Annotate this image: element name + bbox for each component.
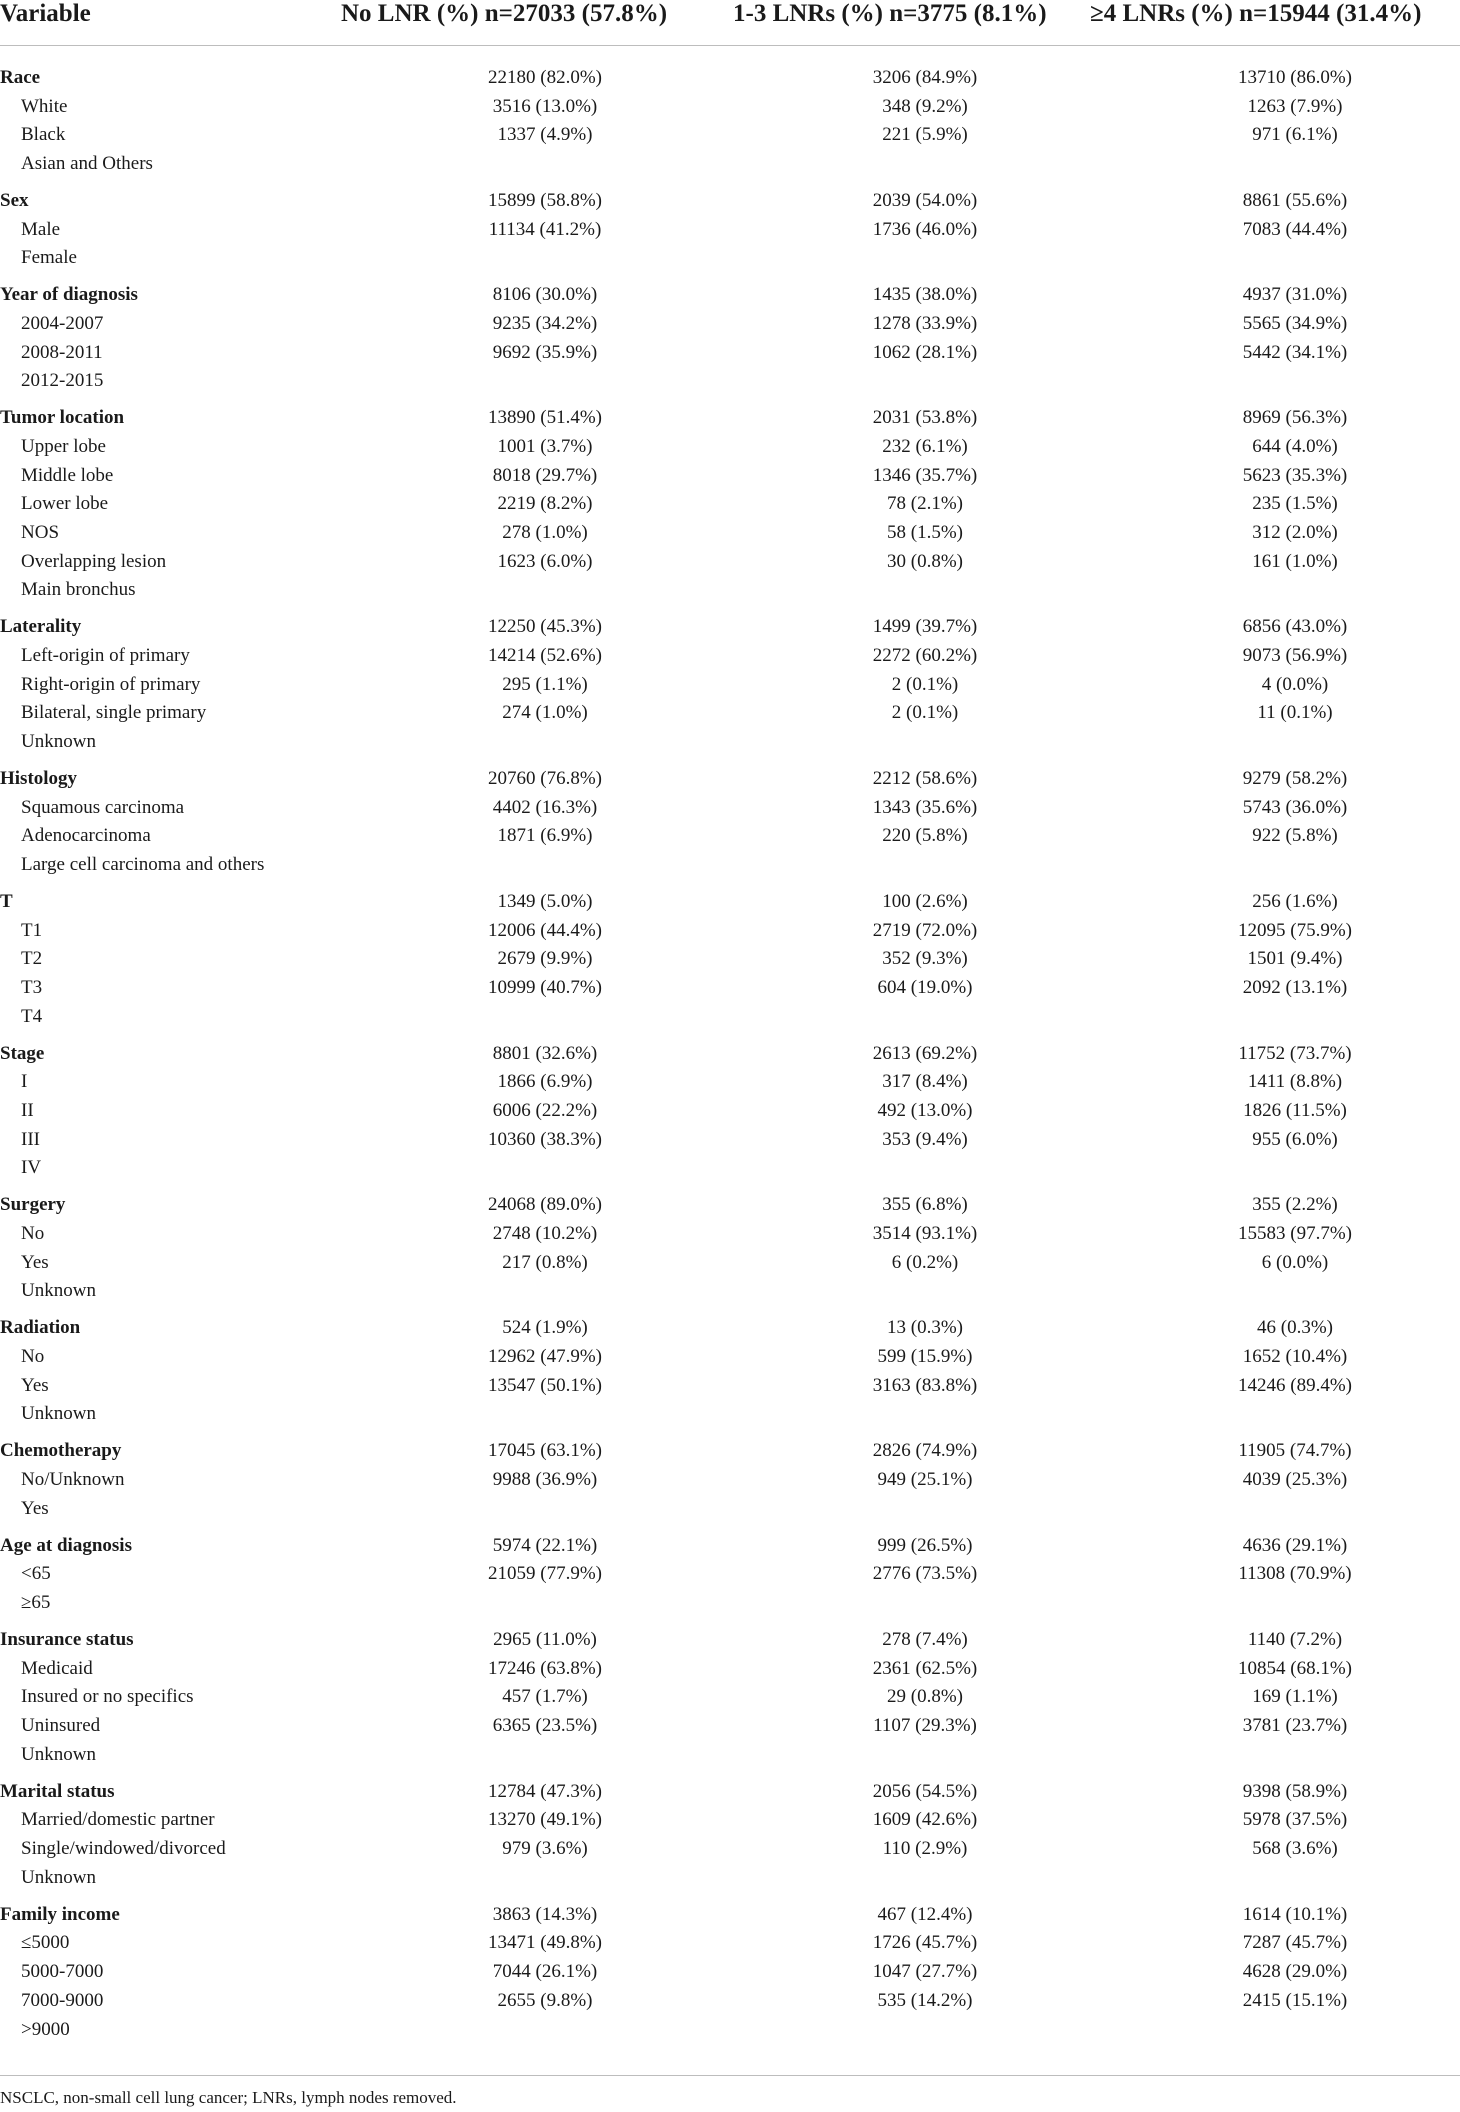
cell-4plus-lnrs: 11 (0.1%) xyxy=(1257,702,1333,723)
cell-4plus-lnrs: 169 (1.1%) xyxy=(1252,1686,1338,1707)
cell-4plus-lnrs: 5442 (34.1%) xyxy=(1242,342,1348,363)
row-label: White xyxy=(21,96,68,117)
cell-1-3-lnrs: 110 (2.9%) xyxy=(882,1838,968,1859)
cell-4plus-lnrs xyxy=(1170,1866,1420,1890)
cell-no-lnr: 12006 (44.4%) xyxy=(488,920,602,941)
cell-1-3-lnrs: 467 (12.4%) xyxy=(877,1904,973,1925)
cell-4plus-lnrs: 971 (6.1%) xyxy=(1252,124,1338,145)
cell-4plus-lnrs: 6 (0.0%) xyxy=(1261,1252,1329,1273)
group-title: Tumor location xyxy=(0,407,125,428)
cell-4plus-lnrs: 46 (0.3%) xyxy=(1257,1317,1333,1338)
cell-no-lnr: 14214 (52.6%) xyxy=(488,645,602,666)
cell-1-3-lnrs: 355 (6.8%) xyxy=(882,1194,968,1215)
row-label: T4 xyxy=(21,1006,43,1027)
cell-no-lnr xyxy=(420,1866,670,1890)
cell-4plus-lnrs: 355 (2.2%) xyxy=(1252,1194,1338,1215)
cell-1-3-lnrs: 1062 (28.1%) xyxy=(872,342,978,363)
row-label: ≥65 xyxy=(21,1592,51,1613)
cell-no-lnr: 10360 (38.3%) xyxy=(488,1129,602,1150)
cell-4plus-lnrs xyxy=(1170,152,1420,176)
cell-1-3-lnrs: 3514 (93.1%) xyxy=(872,1223,978,1244)
cell-no-lnr: 8801 (32.6%) xyxy=(492,1043,598,1064)
cell-4plus-lnrs: 3781 (23.7%) xyxy=(1242,1715,1348,1736)
cell-4plus-lnrs xyxy=(1170,246,1420,270)
row-label: T3 xyxy=(21,977,43,998)
cell-4plus-lnrs: 13710 (86.0%) xyxy=(1238,67,1352,88)
cell-no-lnr: 24068 (89.0%) xyxy=(488,1194,602,1215)
cell-no-lnr xyxy=(420,1156,670,1180)
row-label: Insured or no specifics xyxy=(21,1686,194,1707)
cell-1-3-lnrs xyxy=(800,246,1050,270)
cell-4plus-lnrs xyxy=(1170,2018,1420,2042)
cell-1-3-lnrs xyxy=(800,1005,1050,1029)
group-title: Age at diagnosis xyxy=(0,1535,132,1556)
header-1-3-lnrs: 1-3 LNRs (%) n=3775 (8.1%) xyxy=(733,0,1047,27)
group-title: Year of diagnosis xyxy=(0,284,138,305)
cell-no-lnr: 524 (1.9%) xyxy=(502,1317,588,1338)
header-rule xyxy=(0,45,1460,46)
row-label: NOS xyxy=(21,522,60,543)
cell-4plus-lnrs: 644 (4.0%) xyxy=(1252,436,1338,457)
row-label: IV xyxy=(21,1157,42,1178)
cell-1-3-lnrs xyxy=(800,2018,1050,2042)
group-title: Insurance status xyxy=(0,1629,134,1650)
cell-no-lnr: 1866 (6.9%) xyxy=(497,1071,593,1092)
cell-4plus-lnrs: 11905 (74.7%) xyxy=(1238,1440,1352,1461)
group-title: Sex xyxy=(0,190,29,211)
group-title: Surgery xyxy=(0,1194,66,1215)
cell-no-lnr: 3516 (13.0%) xyxy=(492,96,598,117)
cell-4plus-lnrs: 8969 (56.3%) xyxy=(1242,407,1348,428)
cell-no-lnr: 22180 (82.0%) xyxy=(488,67,602,88)
cell-no-lnr xyxy=(420,2018,670,2042)
row-label: Unknown xyxy=(21,1403,96,1424)
cell-4plus-lnrs xyxy=(1170,1402,1420,1426)
cell-4plus-lnrs: 2415 (15.1%) xyxy=(1242,1990,1348,2011)
cell-no-lnr: 17045 (63.1%) xyxy=(488,1440,602,1461)
row-label: Uninsured xyxy=(21,1715,101,1736)
cell-4plus-lnrs: 5978 (37.5%) xyxy=(1242,1809,1348,1830)
cell-1-3-lnrs: 3206 (84.9%) xyxy=(872,67,978,88)
cell-4plus-lnrs: 568 (3.6%) xyxy=(1252,1838,1338,1859)
cell-1-3-lnrs xyxy=(800,1743,1050,1767)
cell-1-3-lnrs: 2212 (58.6%) xyxy=(872,768,978,789)
cell-1-3-lnrs: 2826 (74.9%) xyxy=(872,1440,978,1461)
cell-1-3-lnrs: 535 (14.2%) xyxy=(877,1990,973,2011)
cell-no-lnr xyxy=(420,1591,670,1615)
cell-4plus-lnrs: 4636 (29.1%) xyxy=(1242,1535,1348,1556)
group-title: Laterality xyxy=(0,616,82,637)
row-label: Left-origin of primary xyxy=(21,645,190,666)
row-label: 2008-2011 xyxy=(21,342,103,363)
cell-no-lnr xyxy=(420,1402,670,1426)
cell-no-lnr: 9988 (36.9%) xyxy=(492,1469,598,1490)
cell-1-3-lnrs xyxy=(800,1156,1050,1180)
cell-1-3-lnrs: 1343 (35.6%) xyxy=(872,797,978,818)
cell-1-3-lnrs xyxy=(800,1279,1050,1303)
group-title: Radiation xyxy=(0,1317,81,1338)
cell-4plus-lnrs: 256 (1.6%) xyxy=(1252,891,1338,912)
cell-no-lnr: 21059 (77.9%) xyxy=(488,1563,602,1584)
cell-1-3-lnrs xyxy=(800,152,1050,176)
cell-4plus-lnrs xyxy=(1170,730,1420,754)
cell-no-lnr: 2655 (9.8%) xyxy=(497,1990,593,2011)
row-label: Yes xyxy=(21,1375,49,1396)
cell-4plus-lnrs: 9398 (58.9%) xyxy=(1242,1781,1348,1802)
row-label: Unknown xyxy=(21,1280,96,1301)
cell-1-3-lnrs: 100 (2.6%) xyxy=(882,891,968,912)
cell-4plus-lnrs: 1652 (10.4%) xyxy=(1242,1346,1348,1367)
row-label: Middle lobe xyxy=(21,465,114,486)
cell-1-3-lnrs: 2272 (60.2%) xyxy=(872,645,978,666)
cell-4plus-lnrs: 4039 (25.3%) xyxy=(1242,1469,1348,1490)
row-label: Unknown xyxy=(21,1744,96,1765)
row-label: Bilateral, single primary xyxy=(21,702,207,723)
cell-4plus-lnrs xyxy=(1170,1005,1420,1029)
header-4plus-lnrs: ≥4 LNRs (%) n=15944 (31.4%) xyxy=(1090,0,1422,27)
footnote: NSCLC, non-small cell lung cancer; LNRs, lymph nodes removed. xyxy=(0,2088,457,2107)
cell-1-3-lnrs: 2031 (53.8%) xyxy=(872,407,978,428)
cell-4plus-lnrs: 5743 (36.0%) xyxy=(1242,797,1348,818)
cell-1-3-lnrs: 2 (0.1%) xyxy=(891,674,959,695)
group-title: T xyxy=(0,891,13,912)
cell-1-3-lnrs: 353 (9.4%) xyxy=(882,1129,968,1150)
cell-no-lnr: 217 (0.8%) xyxy=(502,1252,588,1273)
row-label: II xyxy=(21,1100,34,1121)
row-label: No xyxy=(21,1346,45,1367)
cell-no-lnr: 13270 (49.1%) xyxy=(488,1809,602,1830)
cell-4plus-lnrs xyxy=(1170,369,1420,393)
cell-4plus-lnrs xyxy=(1170,853,1420,877)
cell-1-3-lnrs: 1047 (27.7%) xyxy=(872,1961,978,1982)
cell-no-lnr: 10999 (40.7%) xyxy=(488,977,602,998)
cell-1-3-lnrs: 352 (9.3%) xyxy=(882,948,968,969)
cell-no-lnr: 9692 (35.9%) xyxy=(492,342,598,363)
cell-4plus-lnrs: 1411 (8.8%) xyxy=(1247,1071,1343,1092)
cell-no-lnr: 295 (1.1%) xyxy=(502,674,588,695)
cell-1-3-lnrs xyxy=(800,1497,1050,1521)
cell-4plus-lnrs: 4628 (29.0%) xyxy=(1242,1961,1348,1982)
cell-1-3-lnrs xyxy=(800,730,1050,754)
cell-1-3-lnrs: 1435 (38.0%) xyxy=(872,284,978,305)
row-label: I xyxy=(21,1071,28,1092)
cell-1-3-lnrs: 492 (13.0%) xyxy=(877,1100,973,1121)
cell-no-lnr xyxy=(420,730,670,754)
cell-no-lnr xyxy=(420,853,670,877)
cell-1-3-lnrs: 1346 (35.7%) xyxy=(872,465,978,486)
cell-no-lnr: 8106 (30.0%) xyxy=(492,284,598,305)
cell-4plus-lnrs: 9073 (56.9%) xyxy=(1242,645,1348,666)
cell-4plus-lnrs: 955 (6.0%) xyxy=(1252,1129,1338,1150)
row-label: 2004-2007 xyxy=(21,313,104,334)
row-label: 5000-7000 xyxy=(21,1961,104,1982)
cell-1-3-lnrs: 78 (2.1%) xyxy=(887,493,963,514)
cell-4plus-lnrs: 5623 (35.3%) xyxy=(1242,465,1348,486)
row-label: Main bronchus xyxy=(21,579,136,600)
group-title: Stage xyxy=(0,1043,45,1064)
cell-no-lnr: 11134 (41.2%) xyxy=(488,219,602,240)
cell-4plus-lnrs: 14246 (89.4%) xyxy=(1238,1375,1352,1396)
row-label: T1 xyxy=(21,920,43,941)
cell-no-lnr: 5974 (22.1%) xyxy=(492,1535,598,1556)
cell-1-3-lnrs: 2719 (72.0%) xyxy=(872,920,978,941)
cell-1-3-lnrs: 1278 (33.9%) xyxy=(872,313,978,334)
cell-1-3-lnrs: 58 (1.5%) xyxy=(887,522,963,543)
cell-1-3-lnrs: 317 (8.4%) xyxy=(882,1071,968,1092)
cell-1-3-lnrs: 2776 (73.5%) xyxy=(872,1563,978,1584)
cell-4plus-lnrs: 1140 (7.2%) xyxy=(1247,1629,1343,1650)
cell-4plus-lnrs: 4 (0.0%) xyxy=(1261,674,1329,695)
row-label: Black xyxy=(21,124,66,145)
row-label: Male xyxy=(21,219,61,240)
cell-no-lnr: 12962 (47.9%) xyxy=(488,1346,602,1367)
cell-1-3-lnrs: 949 (25.1%) xyxy=(877,1469,973,1490)
cell-4plus-lnrs: 7083 (44.4%) xyxy=(1242,219,1348,240)
row-label: Medicaid xyxy=(21,1658,93,1679)
row-label: Single/windowed/divorced xyxy=(21,1838,226,1859)
cell-4plus-lnrs: 15583 (97.7%) xyxy=(1238,1223,1352,1244)
row-label: Unknown xyxy=(21,731,96,752)
cell-no-lnr: 2965 (11.0%) xyxy=(493,1629,597,1650)
cell-no-lnr: 274 (1.0%) xyxy=(502,702,588,723)
cell-1-3-lnrs: 1107 (29.3%) xyxy=(873,1715,977,1736)
row-label: Squamous carcinoma xyxy=(21,797,185,818)
cell-4plus-lnrs xyxy=(1170,1743,1420,1767)
cell-no-lnr: 4402 (16.3%) xyxy=(492,797,598,818)
group-title: Marital status xyxy=(0,1781,115,1802)
group-title: Histology xyxy=(0,768,78,789)
cell-1-3-lnrs: 999 (26.5%) xyxy=(877,1535,973,1556)
cell-4plus-lnrs xyxy=(1170,1591,1420,1615)
cell-4plus-lnrs: 12095 (75.9%) xyxy=(1238,920,1352,941)
cell-1-3-lnrs: 348 (9.2%) xyxy=(882,96,968,117)
cell-no-lnr xyxy=(420,152,670,176)
cell-1-3-lnrs: 2613 (69.2%) xyxy=(872,1043,978,1064)
cell-4plus-lnrs: 1263 (7.9%) xyxy=(1247,96,1343,117)
cell-1-3-lnrs: 29 (0.8%) xyxy=(887,1686,963,1707)
cell-no-lnr: 3863 (14.3%) xyxy=(492,1904,598,1925)
cell-1-3-lnrs: 278 (7.4%) xyxy=(882,1629,968,1650)
cell-1-3-lnrs: 220 (5.8%) xyxy=(882,825,968,846)
cell-4plus-lnrs: 235 (1.5%) xyxy=(1252,493,1338,514)
cell-no-lnr: 2679 (9.9%) xyxy=(497,948,593,969)
cell-4plus-lnrs: 1501 (9.4%) xyxy=(1247,948,1343,969)
header-no-lnr: No LNR (%) n=27033 (57.8%) xyxy=(341,0,668,27)
cell-1-3-lnrs xyxy=(800,1402,1050,1426)
cell-4plus-lnrs xyxy=(1170,1156,1420,1180)
cell-no-lnr: 2219 (8.2%) xyxy=(497,493,593,514)
header-variable: Variable xyxy=(0,0,91,27)
cell-1-3-lnrs: 1609 (42.6%) xyxy=(872,1809,978,1830)
cell-no-lnr: 13547 (50.1%) xyxy=(488,1375,602,1396)
cell-no-lnr xyxy=(420,246,670,270)
cell-1-3-lnrs: 1499 (39.7%) xyxy=(872,616,978,637)
cell-4plus-lnrs: 11308 (70.9%) xyxy=(1238,1563,1352,1584)
cell-1-3-lnrs xyxy=(800,853,1050,877)
cell-1-3-lnrs: 13 (0.3%) xyxy=(887,1317,963,1338)
cell-4plus-lnrs: 922 (5.8%) xyxy=(1252,825,1338,846)
cell-1-3-lnrs: 232 (6.1%) xyxy=(882,436,968,457)
cell-1-3-lnrs xyxy=(800,1866,1050,1890)
row-label: No/Unknown xyxy=(21,1469,125,1490)
cell-1-3-lnrs xyxy=(800,1591,1050,1615)
cell-no-lnr: 979 (3.6%) xyxy=(502,1838,588,1859)
group-title: Race xyxy=(0,67,41,88)
cell-no-lnr: 457 (1.7%) xyxy=(502,1686,588,1707)
cell-4plus-lnrs: 2092 (13.1%) xyxy=(1242,977,1348,998)
cell-1-3-lnrs: 2056 (54.5%) xyxy=(872,1781,978,1802)
cell-1-3-lnrs: 30 (0.8%) xyxy=(887,551,963,572)
cell-no-lnr: 1337 (4.9%) xyxy=(497,124,593,145)
cell-no-lnr: 13890 (51.4%) xyxy=(488,407,602,428)
cell-4plus-lnrs: 9279 (58.2%) xyxy=(1242,768,1348,789)
row-label: Female xyxy=(21,247,77,268)
cell-4plus-lnrs xyxy=(1170,578,1420,602)
row-label: Large cell carcinoma and others xyxy=(21,854,265,875)
group-title: Chemotherapy xyxy=(0,1440,122,1461)
row-label: 7000-9000 xyxy=(21,1990,104,2011)
row-label: Lower lobe xyxy=(21,493,109,514)
cell-no-lnr xyxy=(420,369,670,393)
cell-1-3-lnrs: 2361 (62.5%) xyxy=(872,1658,978,1679)
cell-4plus-lnrs: 6856 (43.0%) xyxy=(1242,616,1348,637)
row-label: Adenocarcinoma xyxy=(21,825,151,846)
cell-1-3-lnrs xyxy=(800,578,1050,602)
cell-1-3-lnrs: 2039 (54.0%) xyxy=(872,190,978,211)
cell-no-lnr xyxy=(420,1279,670,1303)
cell-4plus-lnrs: 312 (2.0%) xyxy=(1252,522,1338,543)
row-label: Married/domestic partner xyxy=(21,1809,215,1830)
cell-no-lnr: 1349 (5.0%) xyxy=(497,891,593,912)
cell-1-3-lnrs: 604 (19.0%) xyxy=(877,977,973,998)
row-label: 2012-2015 xyxy=(21,370,104,391)
cell-4plus-lnrs: 5565 (34.9%) xyxy=(1242,313,1348,334)
cell-no-lnr xyxy=(420,1005,670,1029)
cell-1-3-lnrs: 3163 (83.8%) xyxy=(872,1375,978,1396)
cell-no-lnr: 7044 (26.1%) xyxy=(492,1961,598,1982)
row-label: Yes xyxy=(21,1498,49,1519)
cell-4plus-lnrs: 1614 (10.1%) xyxy=(1242,1904,1348,1925)
cell-no-lnr: 8018 (29.7%) xyxy=(492,465,598,486)
cell-1-3-lnrs: 221 (5.9%) xyxy=(882,124,968,145)
cell-no-lnr: 17246 (63.8%) xyxy=(488,1658,602,1679)
cell-4plus-lnrs: 161 (1.0%) xyxy=(1252,551,1338,572)
cell-4plus-lnrs xyxy=(1170,1279,1420,1303)
group-title: Family income xyxy=(0,1904,120,1925)
cell-no-lnr: 6006 (22.2%) xyxy=(492,1100,598,1121)
cell-no-lnr: 6365 (23.5%) xyxy=(492,1715,598,1736)
cell-no-lnr: 278 (1.0%) xyxy=(502,522,588,543)
row-label: Asian and Others xyxy=(21,153,153,174)
cell-no-lnr: 12250 (45.3%) xyxy=(488,616,602,637)
row-label: <65 xyxy=(21,1563,51,1584)
row-label: ≤5000 xyxy=(21,1932,70,1953)
cell-no-lnr xyxy=(420,578,670,602)
cell-no-lnr xyxy=(420,1497,670,1521)
cell-4plus-lnrs: 11752 (73.7%) xyxy=(1238,1043,1352,1064)
row-label: Unknown xyxy=(21,1867,96,1888)
row-label: No xyxy=(21,1223,45,1244)
cell-4plus-lnrs: 8861 (55.6%) xyxy=(1242,190,1348,211)
cell-no-lnr: 20760 (76.8%) xyxy=(488,768,602,789)
cell-no-lnr: 9235 (34.2%) xyxy=(492,313,598,334)
cell-no-lnr: 2748 (10.2%) xyxy=(492,1223,598,1244)
cell-4plus-lnrs: 4937 (31.0%) xyxy=(1242,284,1348,305)
cell-1-3-lnrs xyxy=(800,369,1050,393)
cell-no-lnr: 12784 (47.3%) xyxy=(488,1781,602,1802)
row-label: T2 xyxy=(21,948,43,969)
cell-1-3-lnrs: 2 (0.1%) xyxy=(891,702,959,723)
cell-no-lnr: 1871 (6.9%) xyxy=(497,825,593,846)
cell-no-lnr: 15899 (58.8%) xyxy=(488,190,602,211)
row-label: III xyxy=(21,1129,40,1150)
row-label: >9000 xyxy=(21,2019,70,2040)
cell-1-3-lnrs: 6 (0.2%) xyxy=(891,1252,959,1273)
cell-4plus-lnrs: 1826 (11.5%) xyxy=(1243,1100,1347,1121)
row-label: Upper lobe xyxy=(21,436,106,457)
row-label: Right-origin of primary xyxy=(21,674,201,695)
cell-4plus-lnrs: 10854 (68.1%) xyxy=(1238,1658,1352,1679)
cell-1-3-lnrs: 1726 (45.7%) xyxy=(872,1932,978,1953)
row-label: Yes xyxy=(21,1252,49,1273)
cell-no-lnr: 13471 (49.8%) xyxy=(488,1932,602,1953)
bottom-rule xyxy=(0,2075,1460,2076)
cell-no-lnr xyxy=(420,1743,670,1767)
cell-no-lnr: 1001 (3.7%) xyxy=(497,436,593,457)
cell-1-3-lnrs: 1736 (46.0%) xyxy=(872,219,978,240)
cell-4plus-lnrs xyxy=(1170,1497,1420,1521)
cell-1-3-lnrs: 599 (15.9%) xyxy=(877,1346,973,1367)
cell-4plus-lnrs: 7287 (45.7%) xyxy=(1242,1932,1348,1953)
cell-no-lnr: 1623 (6.0%) xyxy=(497,551,593,572)
row-label: Overlapping lesion xyxy=(21,551,167,572)
